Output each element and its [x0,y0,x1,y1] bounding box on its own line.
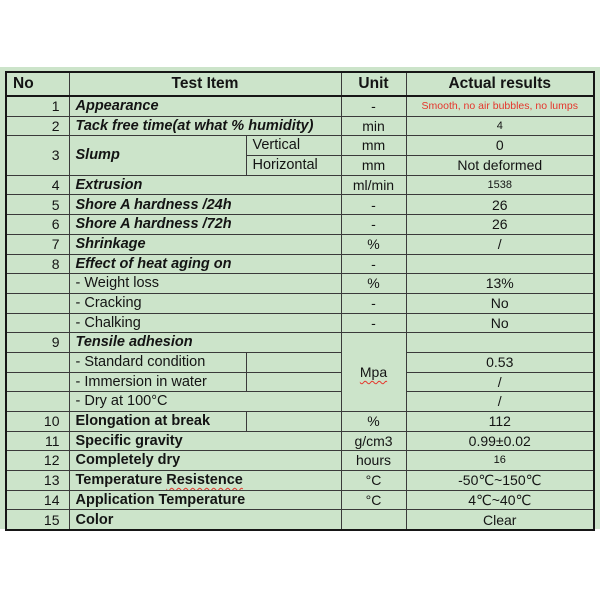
row-item-cell: Specific gravity [69,431,341,451]
header-actual-results: Actual results [406,72,594,96]
row-result-cell: Not deformed [406,156,594,176]
row-result-cell: 13% [406,274,594,294]
row-elongation-at-break [6,412,594,432]
item-word-misspelled: Resistence [166,472,243,489]
row-item-cell: Color [69,510,341,530]
row-no-cell: 12 [6,451,69,471]
row-shore-a-72h [6,215,594,235]
row-item-cell: - Dry at 100°C [69,392,341,412]
row-unit-cell: hours [341,451,406,471]
row-no-cell: 1 [6,96,69,116]
row-unit-cell: °C [341,471,406,491]
header-unit: Unit [341,72,406,96]
row-result-cell: 0.53 [406,352,594,372]
row-result-cell [406,333,594,353]
row-item-cell: Effect of heat aging on [69,254,341,274]
row-slump-vertical [6,136,594,156]
row-weight-loss [6,274,594,294]
row-no-cell: 10 [6,412,69,432]
row-result-cell: 26 [406,215,594,235]
row-result-cell [406,254,594,274]
row-sub-item-cell [246,372,341,392]
row-no-cell [6,392,69,412]
row-item-cell: - Cracking [69,293,341,313]
row-unit-cell-merged [341,333,406,412]
row-unit-cell: - [341,293,406,313]
row-result-cell: No [406,293,594,313]
row-item-cell: Slump [69,136,246,175]
row-item-cell: Shrinkage [69,234,341,254]
row-shore-a-24h [6,195,594,215]
row-no-cell: 7 [6,234,69,254]
row-result-cell: / [406,234,594,254]
row-result-cell: 1538 [406,175,594,195]
test-results-table [5,71,595,531]
row-unit-cell: - [341,215,406,235]
row-sub-item-cell: Horizontal [246,156,341,176]
row-no-cell [6,313,69,333]
row-result-cell: / [406,372,594,392]
row-result-cell: 16 [406,451,594,471]
row-no-cell: 6 [6,215,69,235]
row-item-cell: Application Temperature [69,490,341,510]
row-no-cell: 13 [6,471,69,491]
header-no: No [6,72,69,96]
row-unit-cell: mm [341,136,406,156]
row-result-cell: 112 [406,412,594,432]
row-result-cell: 0 [406,136,594,156]
row-no-cell: 4 [6,175,69,195]
header-row [6,72,594,96]
row-no-cell [6,372,69,392]
row-unit-cell: % [341,234,406,254]
row-item-cell: - Standard condition [69,352,246,372]
row-unit-cell [341,510,406,530]
mpa-unit-label: Mpa [359,363,388,380]
row-item-cell: - Chalking [69,313,341,333]
row-no-cell: 5 [6,195,69,215]
row-unit-cell: ml/min [341,175,406,195]
row-unit-cell: mm [341,156,406,176]
row-appearance [6,96,594,116]
row-result-cell: -50℃~150℃ [406,471,594,491]
row-item-cell [69,471,341,491]
row-item-cell: Elongation at break [69,412,246,432]
row-item-cell: Extrusion [69,175,341,195]
row-unit-cell: min [341,116,406,136]
row-result-cell: No [406,313,594,333]
row-completely-dry [6,451,594,471]
row-result-cell: 0.99±0.02 [406,431,594,451]
row-sub-item-cell: Vertical [246,136,341,156]
row-standard-condition [6,352,594,372]
row-result-cell: Smooth, no air bubbles, no lumps [406,96,594,116]
row-unit-cell: - [341,254,406,274]
row-unit-cell: - [341,313,406,333]
row-unit-cell: % [341,274,406,294]
row-tack-free-time [6,116,594,136]
row-extrusion [6,175,594,195]
row-item-cell: Appearance [69,96,341,116]
row-specific-gravity [6,431,594,451]
row-no-cell: 8 [6,254,69,274]
row-dry-at-100c [6,392,594,412]
row-chalking [6,313,594,333]
row-no-cell: 2 [6,116,69,136]
row-tensile-adhesion [6,333,594,353]
row-unit-cell: - [341,195,406,215]
row-unit-cell: g/cm3 [341,431,406,451]
row-unit-cell: - [341,96,406,116]
row-unit-cell: °C [341,490,406,510]
row-color [6,510,594,530]
row-item-cell: - Immersion in water [69,372,246,392]
row-no-cell [6,274,69,294]
row-result-cell: 26 [406,195,594,215]
row-no-cell: 14 [6,490,69,510]
row-sub-item-cell [246,352,341,372]
row-item-cell: Shore A hardness /72h [69,215,341,235]
row-no-cell: 11 [6,431,69,451]
row-heat-aging [6,254,594,274]
row-item-cell: Shore A hardness /24h [69,195,341,215]
header-test-item: Test Item [69,72,341,96]
row-item-cell: Tensile adhesion [69,333,341,353]
row-sub-item-cell [246,412,341,432]
row-immersion-in-water [6,372,594,392]
row-item-cell: Completely dry [69,451,341,471]
item-word: Temperature [75,472,163,489]
row-application-temperature [6,490,594,510]
row-result-cell: / [406,392,594,412]
row-no-cell: 15 [6,510,69,530]
row-cracking [6,293,594,313]
row-result-cell: 4℃~40℃ [406,490,594,510]
row-shrinkage [6,234,594,254]
row-no-cell: 3 [6,136,69,175]
row-item-cell: - Weight loss [69,274,341,294]
row-result-cell: 4 [406,116,594,136]
row-temperature-resistence [6,471,594,491]
row-item-cell: Tack free time(at what % humidity) [69,116,341,136]
row-result-cell: Clear [406,510,594,530]
row-no-cell [6,352,69,372]
row-unit-cell: % [341,412,406,432]
row-no-cell: 9 [6,333,69,353]
row-no-cell [6,293,69,313]
